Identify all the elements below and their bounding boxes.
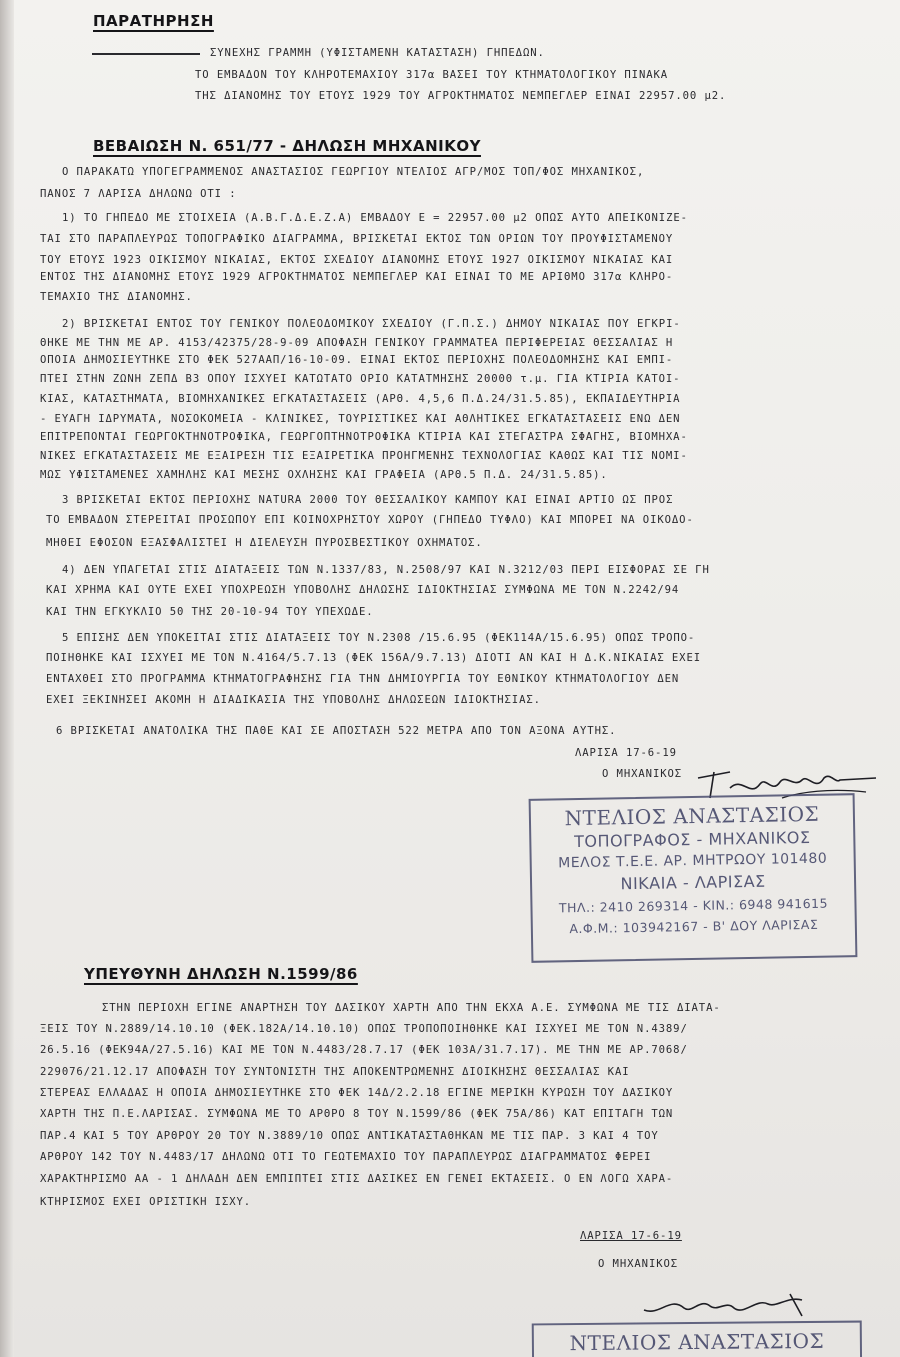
paragraph-2-line: 2) ΒΡΙΣΚΕΤΑΙ ΕΝΤΟΣ ΤΟΥ ΓΕΝΙΚΟΥ ΠΟΛΕΟΔΟΜΙΚΟΥ ΣΧΕΔΙΟΥ (Γ.Π.Σ.) ΔΗΜΟΥ ΝΙΚΑΙΑΣ ΠΟΥ ΕΓΚΡΙ- [62, 318, 681, 330]
paragraph-1-line: ΤΟΥ ΕΤΟΥΣ 1923 ΟΙΚΙΣΜΟΥ ΝΙΚΑΙΑΣ, ΕΚΤΟΣ ΣΧΕΔΙΟΥ ΔΙΑΝΟΜΗΣ ΕΤΟΥΣ 1927 ΟΙΚΙΣΜΟΥ ΝΙΚΑΙΑΣ ΚΑΙ [40, 254, 674, 266]
responsible-line: ΠΑΡ.4 ΚΑΙ 5 ΤΟΥ ΑΡΘΡΟΥ 20 ΤΟΥ Ν.3889/10 ΟΠΩΣ ΑΝΤΙΚΑΤΑΣΤΑΘΗΚΑΝ ΜΕ ΤΙΣ ΠΑΡ. 3 ΚΑΙ 4 ΤΟΥ [40, 1130, 659, 1142]
paragraph-2-line: - ΕΥΑΓΗ ΙΔΡΥΜΑΤΑ, ΝΟΣΟΚΟΜΕΙΑ - ΚΛΙΝΙΚΕΣ, ΤΟΥΡΙΣΤΙΚΕΣ ΚΑΙ ΑΘΛΗΤΙΚΕΣ ΕΓΚΑΤΑΣΤΑΣΕΙΣ ΕΝΩ ΔΕΝ [40, 413, 681, 425]
responsible-line: ΣΤΗΝ ΠΕΡΙΟΧΗ ΕΓΙΝΕ ΑΝΑΡΤΗΣΗ ΤΟΥ ΔΑΣΙΚΟΥ ΧΑΡΤΗ ΑΠΟ ΤΗΝ ΕΚΧΑ Α.Ε. ΣΥΜΦΩΝΑ ΜΕ ΤΙΣ ΔΙΑΤΑ- [102, 1002, 721, 1014]
paragraph-5-line: 5 ΕΠΙΣΗΣ ΔΕΝ ΥΠΟΚΕΙΤΑΙ ΣΤΙΣ ΔΙΑΤΑΞΕΙΣ ΤΟΥ Ν.2308 /15.6.95 (ΦΕΚ114Α/15.6.95) ΟΠΩΣ ΤΡΟΠΟ- [62, 632, 696, 644]
paragraph-3-line: 3 ΒΡΙΣΚΕΤΑΙ ΕΚΤΟΣ ΠΕΡΙΟΧΗΣ NATURA 2000 ΤΟΥ ΘΕΣΣΑΛΙΚΟΥ ΚΑΜΠΟΥ ΚΑΙ ΕΙΝΑΙ ΑΡΤΙΟ ΩΣ ΠΡΟΣ [62, 494, 674, 506]
legend-line-sample [92, 53, 200, 55]
paragraph-2-line: ΜΩΣ ΥΦΙΣΤΑΜΕΝΕΣ ΧΑΜΗΛΗΣ ΚΑΙ ΜΕΣΗΣ ΟΧΛΗΣΗΣ ΚΑΙ ΓΡΑΦΕΙΑ (ΑΡΘ.5 Π.Δ. 24/31.5.85). [40, 469, 608, 481]
responsible-line: 229076/21.12.17 ΑΠΟΦΑΣΗ ΤΟΥ ΣΥΝΤΟΝΙΣΤΗ ΤΗΣ ΑΠΟΚΕΝΤΡΩΜΕΝΗΣ ΔΙΟΙΚΗΣΗΣ ΘΕΣΣΑΛΙΑΣ ΚΑΙ [40, 1066, 630, 1078]
responsible-line: ΞΕΙΣ ΤΟΥ Ν.2889/14.10.10 (ΦΕΚ.182Α/14.10.10) ΟΠΩΣ ΤΡΟΠΟΠΟΙΗΘΗΚΕ ΚΑΙ ΙΣΧΥΕΙ ΜΕ ΤΟΝ Ν.4389/ [40, 1023, 688, 1035]
paragraph-4-line: ΚΑΙ ΤΗΝ ΕΓΚΥΚΛΙΟ 50 ΤΗΣ 20-10-94 ΤΟΥ ΥΠΕΧΩΔΕ. [46, 606, 374, 618]
responsible-line: ΚΤΗΡΙΣΜΟΣ ΕΧΕΙ ΟΡΙΣΤΙΚΗ ΙΣΧΥ. [40, 1196, 252, 1208]
intro-line: ΠΑΝΟΣ 7 ΛΑΡΙΣΑ ΔΗΛΩΝΩ ΟΤΙ : [40, 188, 237, 200]
paragraph-1-line: ΕΝΤΟΣ ΤΗΣ ΔΙΑΝΟΜΗΣ ΕΤΟΥΣ 1929 ΑΓΡΟΚΤΗΜΑΤΟΣ ΝΕΜΠΕΓΛΕΡ ΚΑΙ ΕΙΝΑΙ ΤΟ ΜΕ ΑΡΙΘΜΟ 317α ΚΛΗΡΟ- [40, 271, 674, 283]
paragraph-2-line: ΟΠΟΙΑ ΔΗΜΟΣΙΕΥΤΗΚΕ ΣΤΟ ΦΕΚ 527ΑΑΠ/16-10-09. ΕΙΝΑΙ ΕΚΤΟΣ ΠΕΡΙΟΧΗΣ ΠΟΛΕΟΔΟΜΗΣΗΣ ΚΑΙ ΕΜΠΙ- [40, 354, 674, 366]
note-title: ΠΑΡΑΤΗΡΗΣΗ [93, 12, 214, 30]
paragraph-1-line: 1) ΤΟ ΓΗΠΕΔΟ ΜΕ ΣΤΟΙΧΕΙΑ (Α.Β.Γ.Δ.Ε.Ζ.Α) ΕΜΒΑΔΟΥ Ε = 22957.00 μ2 ΟΠΩΣ ΑΥΤΟ ΑΠΕΙΚΟΝΙΖΕ- [62, 212, 688, 224]
paragraph-1-line: ΤΕΜΑΧΙΟ ΤΗΣ ΔΙΑΝΟΜΗΣ. [40, 291, 193, 303]
intro-line: Ο ΠΑΡΑΚΑΤΩ ΥΠΟΓΕΓΡΑΜΜΕΝΟΣ ΑΝΑΣΤΑΣΙΟΣ ΓΕΩΡΓΙΟΥ ΝΤΕΛΙΟΣ ΑΓΡ/ΜΟΣ ΤΟΠ/ΦΟΣ ΜΗΧΑΝΙΚΟΣ, [62, 166, 645, 178]
responsible-title: ΥΠΕΥΘΥΝΗ ΔΗΛΩΣΗ Ν.1599/86 [84, 965, 358, 983]
paragraph-2-line: ΘΗΚΕ ΜΕ ΤΗΝ ΜΕ ΑΡ. 4153/42375/28-9-09 ΑΠΟΦΑΣΗ ΓΕΝΙΚΟΥ ΓΡΑΜΜΑΤΕΑ ΠΕΡΙΦΕΡΕΙΑΣ ΘΕΣΣΑΛΙΑΣ Η [40, 337, 674, 349]
stamp-name: ΝΤΕΛΙΟΣ ΑΝΑΣΤΑΣΙΟΣ [564, 801, 820, 831]
stamp-tax-id: Α.Φ.Μ.: 103942167 - Β' ΔΟΥ ΛΑΡΙΣΑΣ [569, 916, 819, 937]
page-edge-shadow [0, 0, 14, 1357]
responsible-line: ΑΡΘΡΟΥ 142 ΤΟΥ Ν.4483/17 ΔΗΛΩΝΩ ΟΤΙ ΤΟ ΓΕΩΤΕΜΑΧΙΟ ΤΟΥ ΠΑΡΑΠΛΕΥΡΩΣ ΔΙΑΓΡΑΜΜΑΤΟΣ ΦΕΡΕΙ [40, 1151, 652, 1163]
signatory-label: Ο ΜΗΧΑΝΙΚΟΣ [602, 768, 683, 780]
paragraph-5-line: ΕΝΤΑΧΘΕΙ ΣΤΟ ΠΡΟΓΡΑΜΜΑ ΚΤΗΜΑΤΟΓΡΑΦΗΣΗΣ ΓΙΑ ΤΗΝ ΔΗΜΙΟΥΡΓΙΑ ΤΟΥ ΕΘΝΙΚΟΥ ΚΤΗΜΑΤΟΛΟΓΙΟΥ ΔΕΝ [46, 673, 680, 685]
paragraph-2-line: ΕΠΙΤΡΕΠΟΝΤΑΙ ΓΕΩΡΓΟΚΤΗΝΟΤΡΟΦΙΚΑ, ΓΕΩΡΓΟΠΤΗΝΟΤΡΟΦΙΚΑ ΚΤΙΡΙΑ ΚΑΙ ΣΤΕΓΑΣΤΡΑ ΣΦΑΓΗΣ, ΒΙΟΜΗΧΑ- [40, 431, 688, 443]
stamp-location: ΝΙΚΑΙΑ - ΛΑΡΙΣΑΣ [620, 871, 766, 894]
engineer-stamp [529, 793, 858, 963]
paragraph-2-line: ΝΙΚΕΣ ΕΓΚΑΤΑΣΤΑΣΕΙΣ ΜΕ ΕΞΑΙΡΕΣΗ ΤΙΣ ΕΞΑΙΡΕΤΙΚΑ ΠΡΟΗΓΜΕΝΗΣ ΤΕΧΝΟΛΟΓΙΑΣ ΚΑΘΩΣ ΚΑΙ ΤΙΣ ΝΟΜΙ- [40, 450, 688, 462]
paragraph-5-line: ΠΟΙΗΘΗΚΕ ΚΑΙ ΙΣΧΥΕΙ ΜΕ ΤΟΝ Ν.4164/5.7.13 (ΦΕΚ 156Α/9.7.13) ΔΙΟΤΙ ΑΝ ΚΑΙ Η Δ.Κ.ΝΙΚΑΙΑΣ ΕΧΕΙ [46, 652, 702, 664]
paragraph-6-line: 6 ΒΡΙΣΚΕΤΑΙ ΑΝΑΤΟΛΙΚΑ ΤΗΣ ΠΑΘΕ ΚΑΙ ΣΕ ΑΠΟΣΤΑΣΗ 522 ΜΕΤΡΑ ΑΠΟ ΤΟΝ ΑΞΟΝΑ ΑΥΤΗΣ. [56, 725, 617, 737]
note-line: ΣΥΝΕΧΗΣ ΓΡΑΜΜΗ (ΥΦΙΣΤΑΜΕΝΗ ΚΑΤΑΣΤΑΣΗ) ΓΗΠΕΔΩΝ. [210, 47, 545, 59]
note-line: ΤΗΣ ΔΙΑΝΟΜΗΣ ΤΟΥ ΕΤΟΥΣ 1929 ΤΟΥ ΑΓΡΟΚΤΗΜΑΤΟΣ ΝΕΜΠΕΓΛΕΡ ΕΙΝΑΙ 22957.00 μ2. [195, 90, 727, 102]
stamp-registry: ΜΕΛΟΣ Τ.Ε.Ε. ΑΡ. ΜΗΤΡΩΟΥ 101480 [558, 850, 828, 872]
stamp-title: ΤΟΠΟΓΡΑΦΟΣ - ΜΗΧΑΝΙΚΟΣ [573, 827, 811, 852]
note-line: ΤΟ ΕΜΒΑΔΟΝ ΤΟΥ ΚΛΗΡΟΤΕΜΑΧΙΟΥ 317α ΒΑΣΕΙ ΤΟΥ ΚΤΗΜΑΤΟΛΟΓΙΚΟΥ ΠΙΝΑΚΑ [195, 69, 669, 81]
paragraph-5-line: ΕΧΕΙ ΞΕΚΙΝΗΣΕΙ ΑΚΟΜΗ Η ΔΙΑΔΙΚΑΣΙΑ ΤΗΣ ΥΠΟΒΟΛΗΣ ΔΗΛΩΣΕΩΝ ΙΔΙΟΚΤΗΣΙΑΣ. [46, 694, 541, 706]
responsible-line: ΧΑΡΤΗ ΤΗΣ Π.Ε.ΛΑΡΙΣΑΣ. ΣΥΜΦΩΝΑ ΜΕ ΤΟ ΑΡΘΡΟ 8 ΤΟΥ Ν.1599/86 (ΦΕΚ 75Α/86) ΚΑΤ ΕΠΙΤΑΓΗ ΤΩΝ [40, 1108, 674, 1120]
responsible-line: ΣΤΕΡΕΑΣ ΕΛΛΑΔΑΣ Η ΟΠΟΙΑ ΔΗΜΟΣΙΕΥΤΗΚΕ ΣΤΟ ΦΕΚ 14Δ/2.2.18 ΕΓΙΝΕ ΜΕΡΙΚΗ ΚΥΡΩΣΗ ΤΟΥ ΔΑΣΙΚΟΥ [40, 1087, 674, 1099]
place-date: ΛΑΡΙΣΑ 17-6-19 [575, 747, 677, 759]
responsible-line: ΧΑΡΑΚΤΗΡΙΣΜΟ ΑΑ - 1 ΔΗΛΑΔΗ ΔΕΝ ΕΜΠΙΠΤΕΙ ΣΤΙΣ ΔΑΣΙΚΕΣ ΕΝ ΓΕΝΕΙ ΕΚΤΑΣΕΙΣ. Ο ΕΝ ΛΟΓΩ ΧΑΡΑ- [40, 1173, 674, 1185]
signatory-label-2: Ο ΜΗΧΑΝΙΚΟΣ [598, 1258, 679, 1270]
place-date-2: ΛΑΡΙΣΑ 17-6-19 [580, 1230, 682, 1242]
paragraph-3-line: ΜΗΘΕΙ ΕΦΟΣΟΝ ΕΞΑΣΦΑΛΙΣΤΕΙ Η ΔΙΕΛΕΥΣΗ ΠΥΡΟΣΒΕΣΤΙΚΟΥ ΟΧΗΜΑΤΟΣ. [46, 537, 483, 549]
paragraph-2-line: ΠΤΕΙ ΣΤΗΝ ΖΩΝΗ ΖΕΠΔ Β3 ΟΠΟΥ ΙΣΧΥΕΙ ΚΑΤΩΤΑΤΟ ΟΡΙΟ ΚΑΤΑΤΜΗΣΗΣ 20000 τ.μ. ΓΙΑ ΚΤΙΡΙΑ ΚΑΤΟΙ- [40, 373, 681, 385]
paragraph-2-line: ΚΙΑΣ, ΚΑΤΑΣΤΗΜΑΤΑ, ΒΙΟΜΗΧΑΝΙΚΕΣ ΕΓΚΑΤΑΣΤΑΣΕΙΣ (ΑΡΘ. 4,5,6 Π.Δ.24/31.5.85), ΕΚΠΑΙΔΕΥΤΗΡΙΑ [40, 393, 681, 405]
stamp-phone: ΤΗΛ.: 2410 269314 - ΚΙΝ.: 6948 941615 [558, 895, 829, 916]
paragraph-3-line: ΤΟ ΕΜΒΑΔΟΝ ΣΤΕΡΕΙΤΑΙ ΠΡΟΣΩΠΟΥ ΕΠΙ ΚΟΙΝΟΧΡΗΣΤΟΥ ΧΩΡΟΥ (ΓΗΠΕΔΟ ΤΥΦΛΟ) ΚΑΙ ΜΠΟΡΕΙ ΝΑ ΟΙΚΟΔΟ- [46, 514, 694, 526]
declaration-title: ΒΕΒΑΙΩΣΗ Ν. 651/77 - ΔΗΛΩΣΗ ΜΗΧΑΝΙΚΟΥ [93, 137, 481, 155]
paragraph-1-line: ΤΑΙ ΣΤΟ ΠΑΡΑΠΛΕΥΡΩΣ ΤΟΠΟΓΡΑΦΙΚΟ ΔΙΑΓΡΑΜΜΑ, ΒΡΙΣΚΕΤΑΙ ΕΚΤΟΣ ΤΩΝ ΟΡΙΩΝ ΤΟΥ ΠΡΟΥΦΙΣΤΑΜΕΝΟΥ [40, 233, 674, 245]
paragraph-4-line: ΚΑΙ ΧΡΗΜΑ ΚΑΙ ΟΥΤΕ ΕΧΕΙ ΥΠΟΧΡΕΩΣΗ ΥΠΟΒΟΛΗΣ ΔΗΛΩΣΗΣ ΙΔΙΟΚΤΗΣΙΑΣ ΣΥΜΦΩΝΑ ΜΕ ΤΟΝ Ν.2242/94 [46, 584, 680, 596]
engineer-stamp-partial [532, 1321, 863, 1357]
handwritten-signature-icon [640, 1286, 820, 1326]
paragraph-4-line: 4) ΔΕΝ ΥΠΑΓΕΤΑΙ ΣΤΙΣ ΔΙΑΤΑΞΕΙΣ ΤΩΝ Ν.1337/83, Ν.2508/97 ΚΑΙ Ν.3212/03 ΠΕΡΙ ΕΙΣΦΟΡΑΣ ΣΕ ΓΗ [62, 564, 710, 576]
stamp-name: ΝΤΕΛΙΟΣ ΑΝΑΣΤΑΣΙΟΣ [569, 1328, 825, 1356]
responsible-line: 26.5.16 (ΦΕΚ94Α/27.5.16) ΚΑΙ ΜΕ ΤΟΝ Ν.4483/28.7.17 (ΦΕΚ 103Α/31.7.17). ΜΕ ΤΗΝ ΜΕ ΑΡ.7068/ [40, 1044, 688, 1056]
